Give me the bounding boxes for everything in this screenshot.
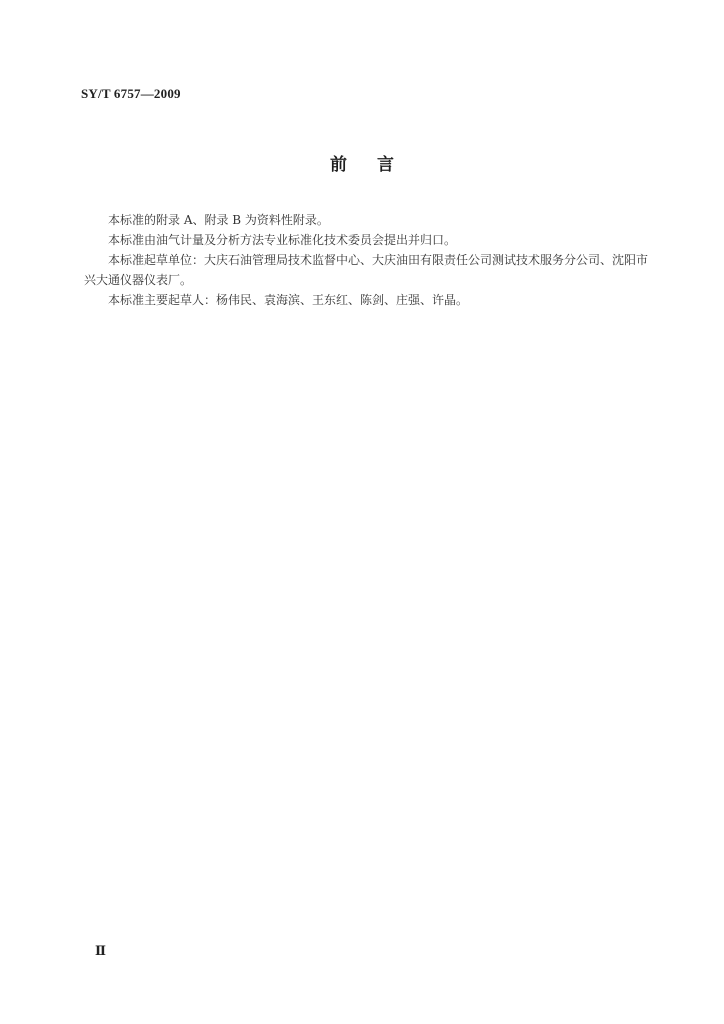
page-number: Ⅱ	[95, 943, 106, 958]
foreword-body	[84, 210, 652, 310]
paragraph-drafting-units: 本标准起草单位：大庆石油管理局技术监督中心、大庆油田有限责任公司测试技术服务分公司、沈阳市兴大通仪器仪表厂。	[84, 253, 649, 287]
paragraph-proposer: 本标准由油气计量及分析方法专业标准化技术委员会提出并归口。	[108, 233, 457, 247]
standard-code: SY/T 6757—2009	[81, 86, 181, 101]
paragraph-appendix-note: 本标准的附录 A、附录 B 为资料性附录。	[108, 213, 329, 227]
paragraph-drafters: 本标准主要起草人：杨伟民、袁海滨、王东红、陈剑、庄强、许晶。	[108, 293, 469, 307]
section-title-foreword: 前言	[330, 155, 424, 175]
